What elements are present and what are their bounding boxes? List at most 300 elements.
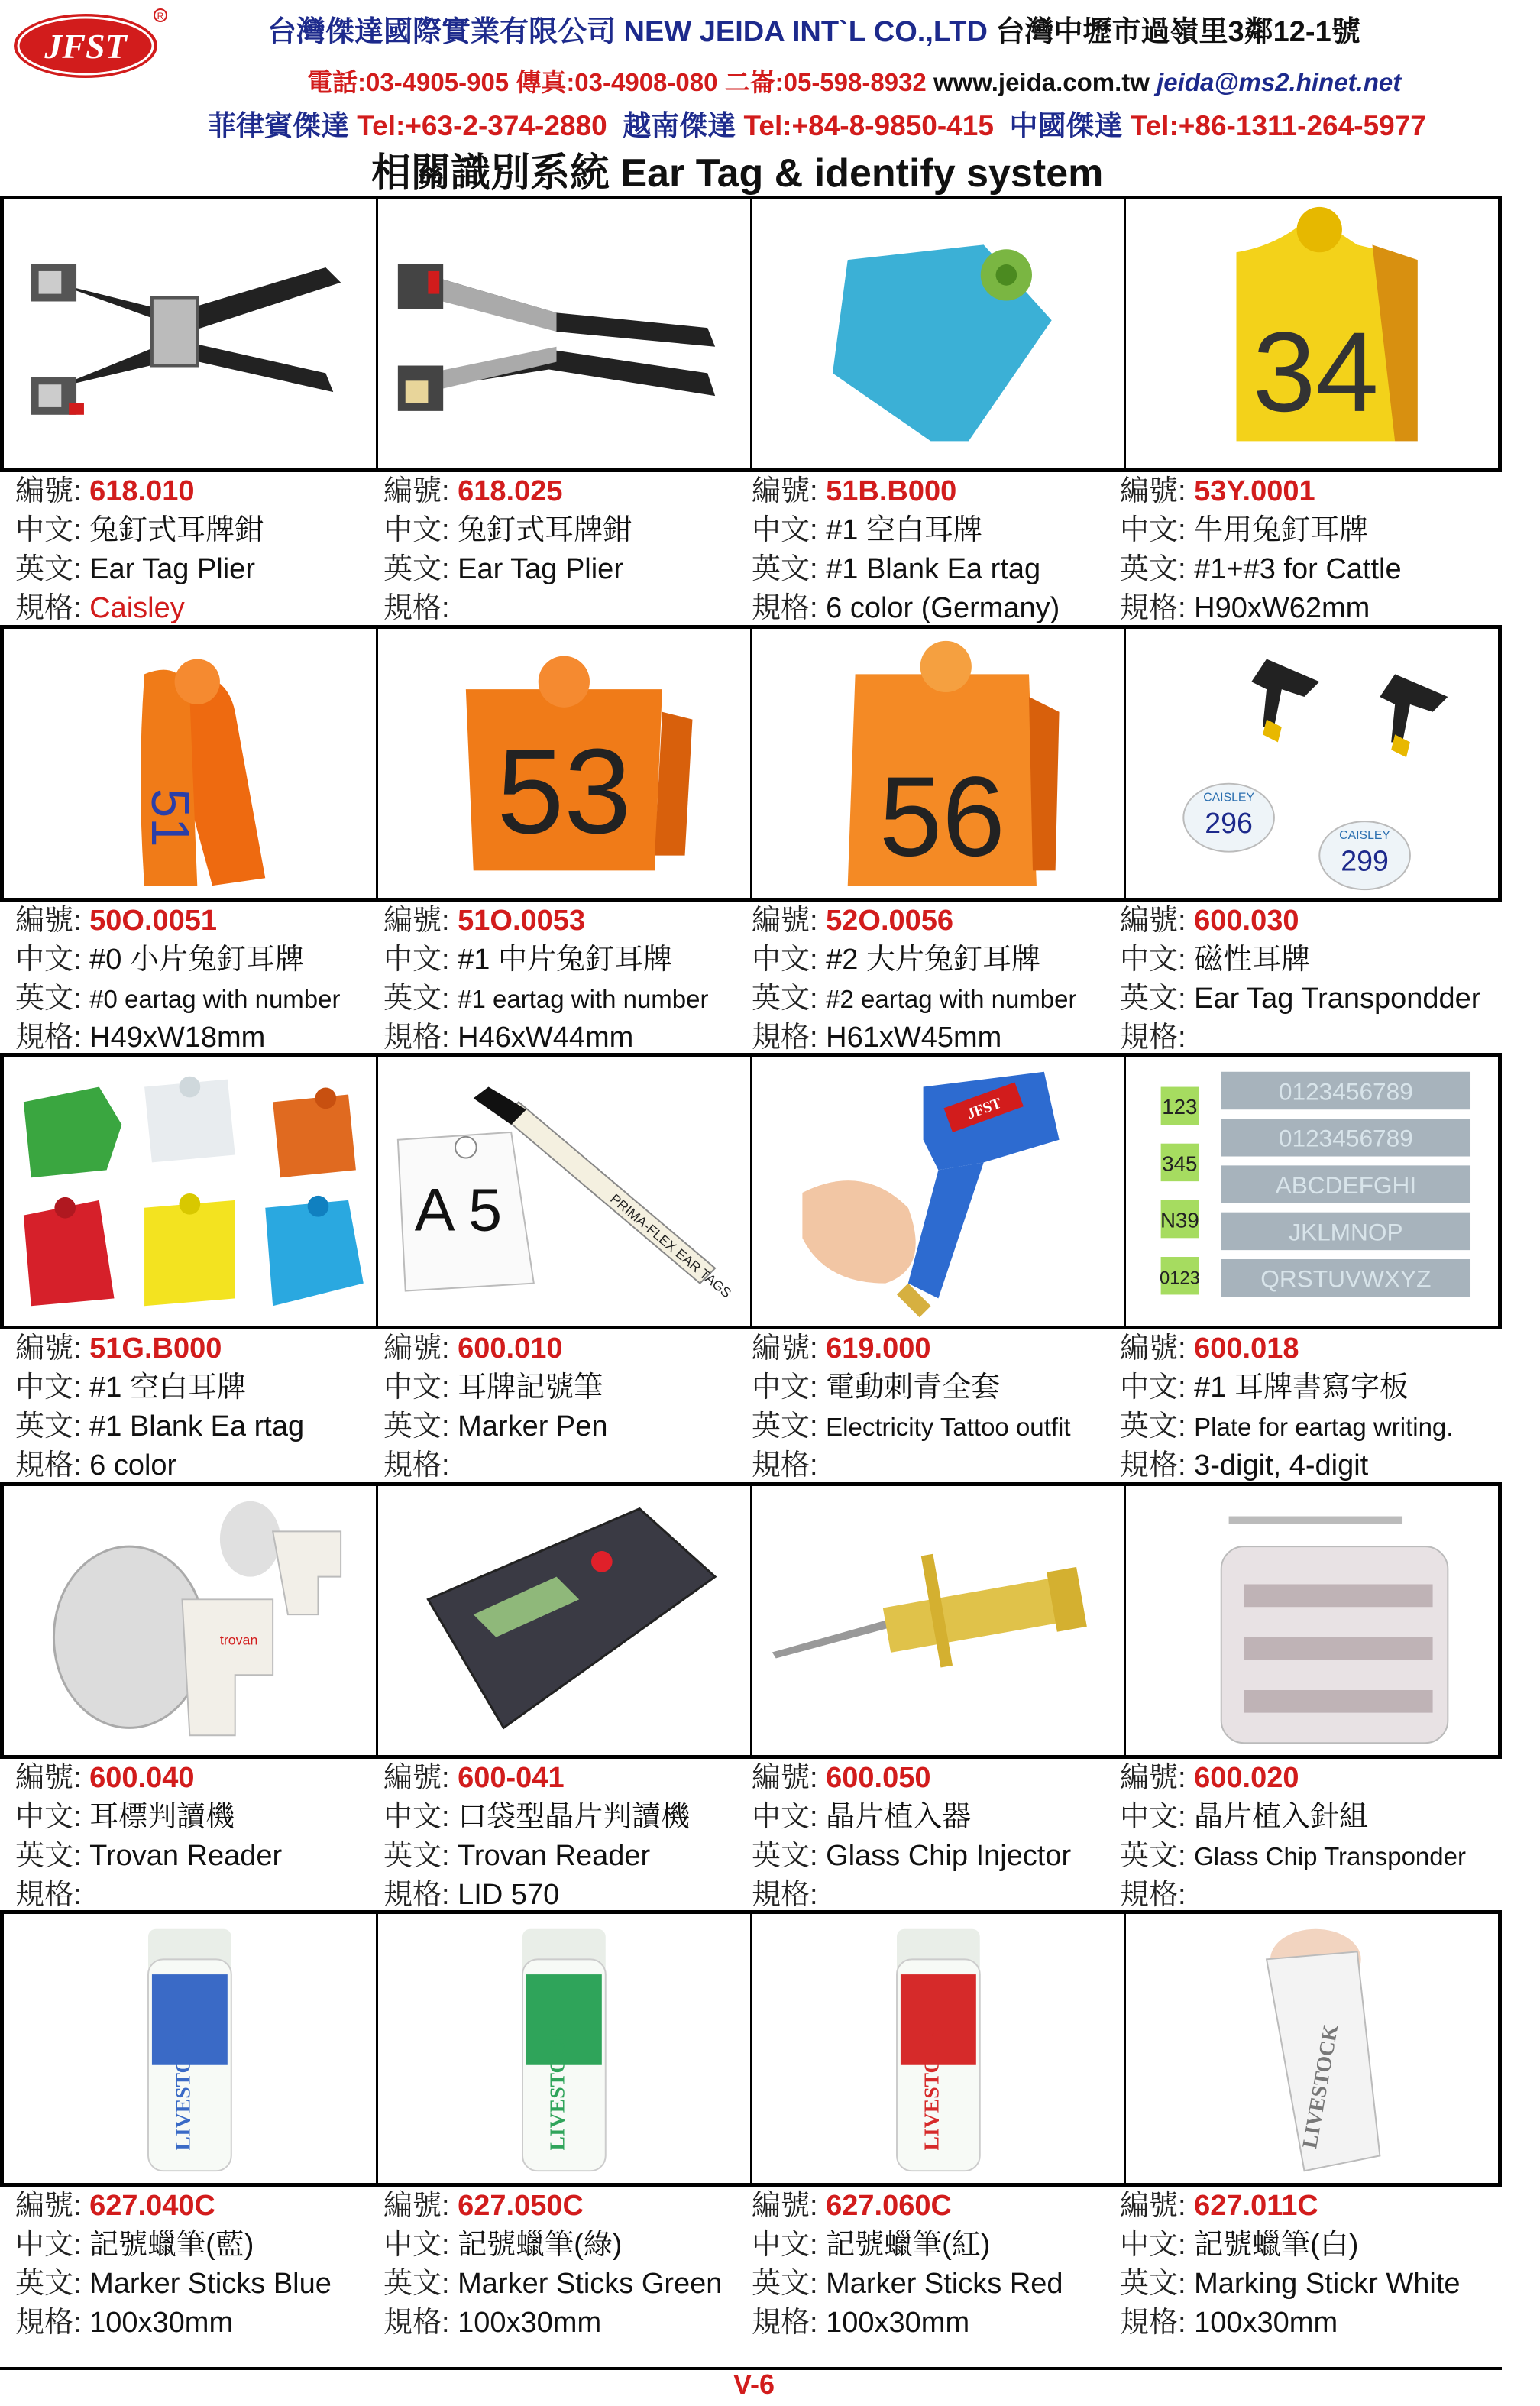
product-image-row-5 [0, 1910, 1502, 2187]
product-image-50o-0051 [4, 629, 376, 898]
tattoo-gun-icon [752, 1057, 1124, 1326]
product-code: 600.030 [1194, 905, 1299, 937]
product-info-51o-0053 [383, 902, 750, 1057]
product-code: 50O.0051 [89, 905, 218, 937]
product-english-name-label: 英文: [1120, 1840, 1186, 1872]
product-code-line [383, 472, 750, 511]
product-chinese-name: 記號蠟筆(白) [1194, 2229, 1359, 2261]
product-english-name: Marker Sticks Green [458, 2268, 723, 2300]
product-chinese-name-label: 中文: [1120, 1371, 1186, 1404]
marker-stick-white-icon [1126, 1914, 1498, 2183]
product-spec: H61xW45mm [826, 1022, 1002, 1054]
company-name: 台灣傑達國際實業有限公司 NEW JEIDA INT`L CO.,LTD [267, 16, 988, 48]
product-english-name: #1 eartag with number [458, 985, 709, 1013]
plate-number: 123 [1162, 1095, 1198, 1119]
branch-philippines-tel: Tel:+63-2-374-2880 [357, 110, 607, 141]
product-spec-label: 規格: [752, 592, 818, 624]
product-spec-label: 規格: [383, 1449, 450, 1481]
product-image-600-041 [376, 1486, 750, 1755]
stick-label: LIVESTOCK [1297, 2022, 1343, 2151]
product-code: 51O.0053 [458, 905, 586, 937]
product-chinese-name-line [752, 511, 1118, 550]
product-code-line [1120, 1759, 1487, 1798]
product-code-line [752, 472, 1118, 511]
product-english-name-line [1120, 550, 1487, 589]
product-image-53y-0001 [1124, 199, 1498, 468]
product-spec: 100x30mm [89, 2307, 234, 2339]
product-english-name-label: 英文: [15, 553, 82, 585]
product-chinese-name: 記號蠟筆(藍) [89, 2229, 254, 2261]
product-image-627-060c [750, 1914, 1124, 2183]
product-code: 600.050 [826, 1762, 931, 1794]
product-chinese-name-label: 中文: [1120, 944, 1186, 976]
pen-tag-text: A 5 [414, 1175, 502, 1244]
product-chinese-name-line [752, 1368, 1118, 1407]
product-spec-line [383, 2304, 750, 2343]
pocket-reader-icon [378, 1486, 750, 1755]
product-image-row-2 [0, 625, 1502, 902]
product-spec: H46xW44mm [458, 1022, 634, 1054]
product-code-line [383, 902, 750, 941]
product-spec: H49xW18mm [89, 1022, 266, 1054]
transponder-needle-icon [1126, 1486, 1498, 1755]
branch-line [208, 102, 1426, 144]
product-code: 619.000 [826, 1333, 931, 1365]
product-spec-label: 規格: [1120, 1449, 1186, 1481]
product-chinese-name: 記號蠟筆(綠) [458, 2229, 623, 2261]
product-image-row-1 [0, 196, 1502, 472]
product-code-line [1120, 2187, 1487, 2226]
product-chinese-name-label: 中文: [15, 944, 82, 976]
product-chinese-name: 晶片植入針組 [1194, 1801, 1369, 1833]
product-spec-line [752, 1018, 1118, 1057]
product-image-600-018 [1124, 1057, 1498, 1326]
product-chinese-name-line [383, 511, 750, 550]
product-image-600-040 [4, 1486, 376, 1755]
product-info-619-000 [752, 1329, 1118, 1485]
product-spec-label: 規格: [1120, 1022, 1186, 1054]
chip-injector-icon [752, 1486, 1124, 1755]
product-code-label: 編號: [15, 1333, 82, 1365]
product-chinese-name-line [383, 2226, 750, 2265]
product-image-row-4 [0, 1482, 1502, 1759]
product-english-name-line [1120, 980, 1487, 1018]
product-chinese-name-line [15, 941, 382, 980]
product-english-name-label: 英文: [383, 1410, 450, 1443]
product-english-name-line [15, 980, 382, 1018]
product-spec-line [1120, 589, 1487, 628]
color-ear-tags-icon [4, 1057, 376, 1326]
product-info-618-025 [383, 472, 750, 628]
product-code: 600.010 [458, 1333, 563, 1365]
product-code: 600-041 [458, 1762, 565, 1794]
marker-stick-green-icon [378, 1914, 750, 2183]
yellow-ear-tag-icon [1126, 199, 1498, 468]
product-image-627-011c [1124, 1914, 1498, 2183]
product-english-name-label: 英文: [383, 983, 450, 1015]
product-english-name: Ear Tag Plier [458, 553, 623, 585]
product-code-label: 編號: [383, 2190, 450, 2222]
small-orange-tag-icon [4, 629, 376, 898]
product-english-name: Marker Pen [458, 1410, 608, 1443]
product-code-label: 編號: [1120, 1333, 1186, 1365]
ear-tag-plier-icon [378, 199, 750, 468]
product-chinese-name-label: 中文: [752, 944, 818, 976]
product-code-label: 編號: [15, 475, 82, 507]
product-spec-line [383, 1446, 750, 1485]
product-info-600-050 [752, 1759, 1118, 1915]
product-spec-line [1120, 1446, 1487, 1485]
product-english-name: #2 eartag with number [826, 985, 1077, 1013]
product-code-label: 編號: [752, 475, 818, 507]
product-english-name-label: 英文: [1120, 1410, 1186, 1443]
tag-number: 34 [1253, 309, 1380, 436]
product-english-name: Trovan Reader [89, 1840, 283, 1872]
product-spec-line [1120, 2304, 1487, 2343]
product-english-name-line [383, 2265, 750, 2304]
product-info-600-040 [15, 1759, 382, 1915]
product-chinese-name-label: 中文: [383, 514, 450, 546]
product-code-label: 編號: [1120, 905, 1186, 937]
product-english-name-label: 英文: [15, 1410, 82, 1443]
contact-line [307, 63, 1401, 99]
product-code-line [15, 1329, 382, 1368]
blue-ear-tag-icon [752, 199, 1124, 468]
product-spec: 100x30mm [458, 2307, 602, 2339]
product-english-name-line [15, 1837, 382, 1876]
product-image-51o-0053 [376, 629, 750, 898]
stick-label: LIVESTOCK [918, 2025, 943, 2151]
product-spec-line [15, 1876, 382, 1915]
branch-philippines: 菲律賓傑達 [208, 110, 349, 141]
tag-number: 51 [140, 788, 200, 847]
product-chinese-name-line [1120, 511, 1487, 550]
product-code-line [15, 902, 382, 941]
phone-fax: 電話:03-4905-905 傳真:03-4908-080 二崙:05-598-8932 [307, 68, 927, 96]
product-english-name-line [752, 2265, 1118, 2304]
product-spec-label: 規格: [15, 2307, 82, 2339]
product-chinese-name-line [752, 1798, 1118, 1837]
email-link[interactable]: jeida@ms2.hinet.net [1157, 68, 1402, 96]
product-chinese-name: 晶片植入器 [826, 1801, 972, 1833]
chip-brand: CAISLEY [1203, 791, 1255, 805]
product-chinese-name: 兔釘式耳牌鉗 [89, 514, 264, 546]
product-chinese-name-line [15, 2226, 382, 2265]
product-spec-label: 規格: [383, 1879, 450, 1911]
tattoo-brand: JFST [964, 1094, 1004, 1123]
product-code-line [1120, 902, 1487, 941]
product-english-name: #0 eartag with number [89, 985, 341, 1013]
product-chinese-name-label: 中文: [383, 944, 450, 976]
product-chinese-name-label: 中文: [15, 1371, 82, 1404]
plate-row: JKLMNOP [1289, 1218, 1403, 1246]
product-chinese-name: 口袋型晶片判讀機 [458, 1801, 691, 1833]
product-code-line [15, 1759, 382, 1798]
product-code-label: 編號: [1120, 1762, 1186, 1794]
branch-vietnam-tel: Tel:+84-8-9850-415 [743, 110, 994, 141]
product-english-name: #1 Blank Ea rtag [89, 1410, 305, 1443]
product-english-name-label: 英文: [15, 2268, 82, 2300]
product-info-51b-b000 [752, 472, 1118, 628]
product-chinese-name-line [1120, 1798, 1487, 1837]
product-info-600-010 [383, 1329, 750, 1485]
product-code-line [15, 2187, 382, 2226]
product-english-name-label: 英文: [752, 1840, 818, 1872]
product-spec-label: 規格: [752, 1879, 818, 1911]
marker-stick-red-icon [752, 1914, 1124, 2183]
product-chinese-name-label: 中文: [383, 2229, 450, 2261]
product-spec-line [383, 1876, 750, 1915]
product-chinese-name-label: 中文: [383, 1371, 450, 1404]
medium-orange-tag-icon [378, 629, 750, 898]
product-chinese-name: 兔釘式耳牌鉗 [458, 514, 632, 546]
product-spec-label: 規格: [15, 1022, 82, 1054]
company-address: 台灣中壢市過嶺里3鄰12-1號 [995, 16, 1360, 48]
product-chinese-name-line [1120, 2226, 1487, 2265]
product-spec-line [1120, 1018, 1487, 1057]
product-chinese-name-label: 中文: [752, 2229, 818, 2261]
product-code-label: 編號: [752, 905, 818, 937]
writing-plate-icon [1126, 1057, 1498, 1326]
product-chinese-name-line [15, 1368, 382, 1407]
product-info-600-030 [1120, 902, 1487, 1057]
product-chinese-name-label: 中文: [752, 1371, 818, 1404]
product-info-627-011c [1120, 2187, 1487, 2343]
product-english-name: Ear Tag Transpondder [1194, 983, 1481, 1015]
product-code: 627.060C [826, 2190, 952, 2222]
product-image-618-010 [4, 199, 376, 468]
product-english-name-label: 英文: [383, 1840, 450, 1872]
product-spec-label: 規格: [752, 2307, 818, 2339]
chip-number: 296 [1205, 806, 1254, 839]
product-chinese-name-line [15, 1798, 382, 1837]
product-english-name-line [15, 2265, 382, 2304]
product-english-name: Plate for eartag writing. [1194, 1413, 1454, 1441]
product-code-label: 編號: [15, 2190, 82, 2222]
product-english-name: Glass Chip Injector [826, 1840, 1072, 1872]
jfst-logo [9, 5, 168, 84]
chip-number: 299 [1341, 844, 1390, 877]
product-english-name-line [383, 1837, 750, 1876]
product-image-600-030 [1124, 629, 1498, 898]
product-spec-label: 規格: [1120, 2307, 1186, 2339]
product-info-53y-0001 [1120, 472, 1487, 628]
product-image-51b-b000 [750, 199, 1124, 468]
product-spec-label: 規格: [752, 1449, 818, 1481]
product-code-label: 編號: [752, 1762, 818, 1794]
product-code: 51G.B000 [89, 1333, 222, 1365]
product-english-name-line [1120, 1837, 1487, 1876]
marker-stick-blue-icon [4, 1914, 376, 2183]
product-code: 600.040 [89, 1762, 195, 1794]
product-code: 627.050C [458, 2190, 584, 2222]
product-code: 51B.B000 [826, 475, 957, 507]
product-chinese-name-label: 中文: [15, 1801, 82, 1833]
product-chinese-name: #1 中片兔釘耳牌 [458, 944, 672, 976]
product-english-name: Ear Tag Plier [89, 553, 255, 585]
product-english-name-label: 英文: [752, 2268, 818, 2300]
product-chinese-name-line [383, 1798, 750, 1837]
product-spec: H90xW62mm [1194, 592, 1370, 624]
product-code-line [383, 1759, 750, 1798]
product-spec: 100x30mm [826, 2307, 970, 2339]
product-info-600-018 [1120, 1329, 1487, 1485]
product-english-name-line [752, 550, 1118, 589]
product-info-618-010 [15, 472, 382, 628]
product-code-label: 編號: [383, 475, 450, 507]
product-image-618-025 [376, 199, 750, 468]
product-english-name-label: 英文: [752, 1410, 818, 1443]
product-chinese-name: #2 大片兔釘耳牌 [826, 944, 1040, 976]
product-image-627-050c [376, 1914, 750, 2183]
trovan-brand: trovan [219, 1632, 258, 1648]
product-chinese-name: 耳牌記號筆 [458, 1371, 603, 1404]
product-english-name-line [752, 1407, 1118, 1446]
product-code: 52O.0056 [826, 905, 954, 937]
product-info-600-041 [383, 1759, 750, 1915]
page-number: V-6 [733, 2369, 775, 2400]
product-code-line [15, 472, 382, 511]
plate-row: ABCDEFGHI [1275, 1171, 1417, 1199]
product-info-627-050c [383, 2187, 750, 2343]
svg-text:JFST: JFST [44, 27, 127, 66]
product-image-600-050 [750, 1486, 1124, 1755]
product-english-name-label: 英文: [383, 2268, 450, 2300]
product-image-627-040c [4, 1914, 376, 2183]
pen-brand: PRIMA-FLEX EAR TAGS [607, 1190, 734, 1301]
trovan-reader-icon [4, 1486, 376, 1755]
product-code-label: 編號: [1120, 475, 1186, 507]
product-code-line [752, 1759, 1118, 1798]
product-spec: 6 color [89, 1449, 177, 1481]
branch-china-tel: Tel:+86-1311-264-5977 [1130, 110, 1426, 141]
product-english-name-line [752, 1837, 1118, 1876]
product-spec-label: 規格: [752, 1022, 818, 1054]
product-code-label: 編號: [752, 1333, 818, 1365]
product-chinese-name: 磁性耳牌 [1194, 944, 1311, 976]
product-spec-line [15, 589, 382, 628]
product-code: 618.025 [458, 475, 563, 507]
plate-row: 0123456789 [1279, 1077, 1414, 1106]
product-image-52o-0056 [750, 629, 1124, 898]
product-chinese-name-line [752, 2226, 1118, 2265]
company-line [267, 8, 1535, 50]
product-code-label: 編號: [15, 905, 82, 937]
product-chinese-name: 耳標判讀機 [89, 1801, 235, 1833]
plate-row: QRSTUVWXYZ [1260, 1265, 1432, 1293]
product-chinese-name: #0 小片兔釘耳牌 [89, 944, 304, 976]
product-spec-line [752, 1876, 1118, 1915]
product-english-name: Marking Stickr White [1194, 2268, 1461, 2300]
product-english-name-line [383, 1407, 750, 1446]
product-chinese-name-label: 中文: [752, 1801, 818, 1833]
product-chinese-name-label: 中文: [1120, 2229, 1186, 2261]
page-title: 相關識別系統 Ear Tag & identify system [371, 151, 1104, 196]
product-spec-line [1120, 1876, 1487, 1915]
product-code: 600.020 [1194, 1762, 1299, 1794]
product-chinese-name-label: 中文: [15, 514, 82, 546]
product-spec-label: 規格: [15, 592, 82, 624]
product-code-label: 編號: [752, 2190, 818, 2222]
product-code: 627.011C [1194, 2190, 1318, 2222]
product-chinese-name-label: 中文: [752, 514, 818, 546]
product-spec-label: 規格: [15, 1879, 82, 1911]
product-image-row-3 [0, 1053, 1502, 1329]
product-spec-line [752, 1446, 1118, 1485]
product-chinese-name: #1 空白耳牌 [89, 1371, 246, 1404]
product-chinese-name: #1 耳牌書寫字板 [1194, 1371, 1409, 1404]
product-code: 600.018 [1194, 1333, 1299, 1365]
product-info-52o-0056 [752, 902, 1118, 1057]
product-code-label: 編號: [15, 1762, 82, 1794]
svg-text:R: R [157, 11, 164, 21]
product-spec-line [752, 589, 1118, 628]
product-spec-label: 規格: [383, 1022, 450, 1054]
product-chinese-name: 記號蠟筆(紅) [826, 2229, 991, 2261]
product-code: 53Y.0001 [1194, 475, 1315, 507]
marker-pen-icon [378, 1057, 750, 1326]
product-chinese-name: 牛用兔釘耳牌 [1194, 514, 1369, 546]
plate-number: 345 [1162, 1151, 1198, 1176]
product-english-name-line [15, 550, 382, 589]
product-code-line [1120, 1329, 1487, 1368]
product-english-name: Marker Sticks Red [826, 2268, 1063, 2300]
product-chinese-name-label: 中文: [15, 2229, 82, 2261]
product-spec-label: 規格: [383, 2307, 450, 2339]
plate-number: 0123 [1160, 1268, 1200, 1289]
branch-china: 中國傑達 [1009, 110, 1123, 141]
product-code-line [752, 902, 1118, 941]
product-info-51g-b000 [15, 1329, 382, 1485]
product-english-name: Trovan Reader [458, 1840, 651, 1872]
product-english-name-line [752, 980, 1118, 1018]
branch-vietnam: 越南傑達 [623, 110, 736, 141]
product-english-name: Glass Chip Transponder [1194, 1842, 1466, 1870]
stick-label: LIVESTOCK [545, 2025, 569, 2151]
product-chinese-name-line [752, 941, 1118, 980]
product-image-51g-b000 [4, 1057, 376, 1326]
tag-number: 53 [497, 723, 632, 859]
transponder-tag-icon [1126, 629, 1498, 898]
product-spec: 6 color (Germany) [826, 592, 1060, 624]
product-chinese-name-line [1120, 1368, 1487, 1407]
product-spec-line [383, 589, 750, 628]
product-english-name-label: 英文: [1120, 2268, 1186, 2300]
product-english-name-label: 英文: [15, 1840, 82, 1872]
product-english-name: #1+#3 for Cattle [1194, 553, 1402, 585]
product-chinese-name-label: 中文: [1120, 514, 1186, 546]
product-spec-line [752, 2304, 1118, 2343]
website-link[interactable]: www.jeida.com.tw [933, 68, 1150, 96]
product-code: 618.010 [89, 475, 195, 507]
product-spec-line [15, 1018, 382, 1057]
product-code-label: 編號: [383, 1762, 450, 1794]
product-code-line [752, 1329, 1118, 1368]
product-spec-line [383, 1018, 750, 1057]
product-code-line [752, 2187, 1118, 2226]
product-spec-label: 規格: [15, 1449, 82, 1481]
product-spec: LID 570 [458, 1879, 560, 1911]
product-code-line [383, 1329, 750, 1368]
product-chinese-name-label: 中文: [383, 1801, 450, 1833]
product-english-name: Marker Sticks Blue [89, 2268, 332, 2300]
product-english-name-line [1120, 1407, 1487, 1446]
product-chinese-name-label: 中文: [1120, 1801, 1186, 1833]
product-code: 627.040C [89, 2190, 215, 2222]
product-info-600-020 [1120, 1759, 1487, 1915]
product-info-627-060c [752, 2187, 1118, 2343]
ear-tag-plier-icon [4, 199, 376, 468]
